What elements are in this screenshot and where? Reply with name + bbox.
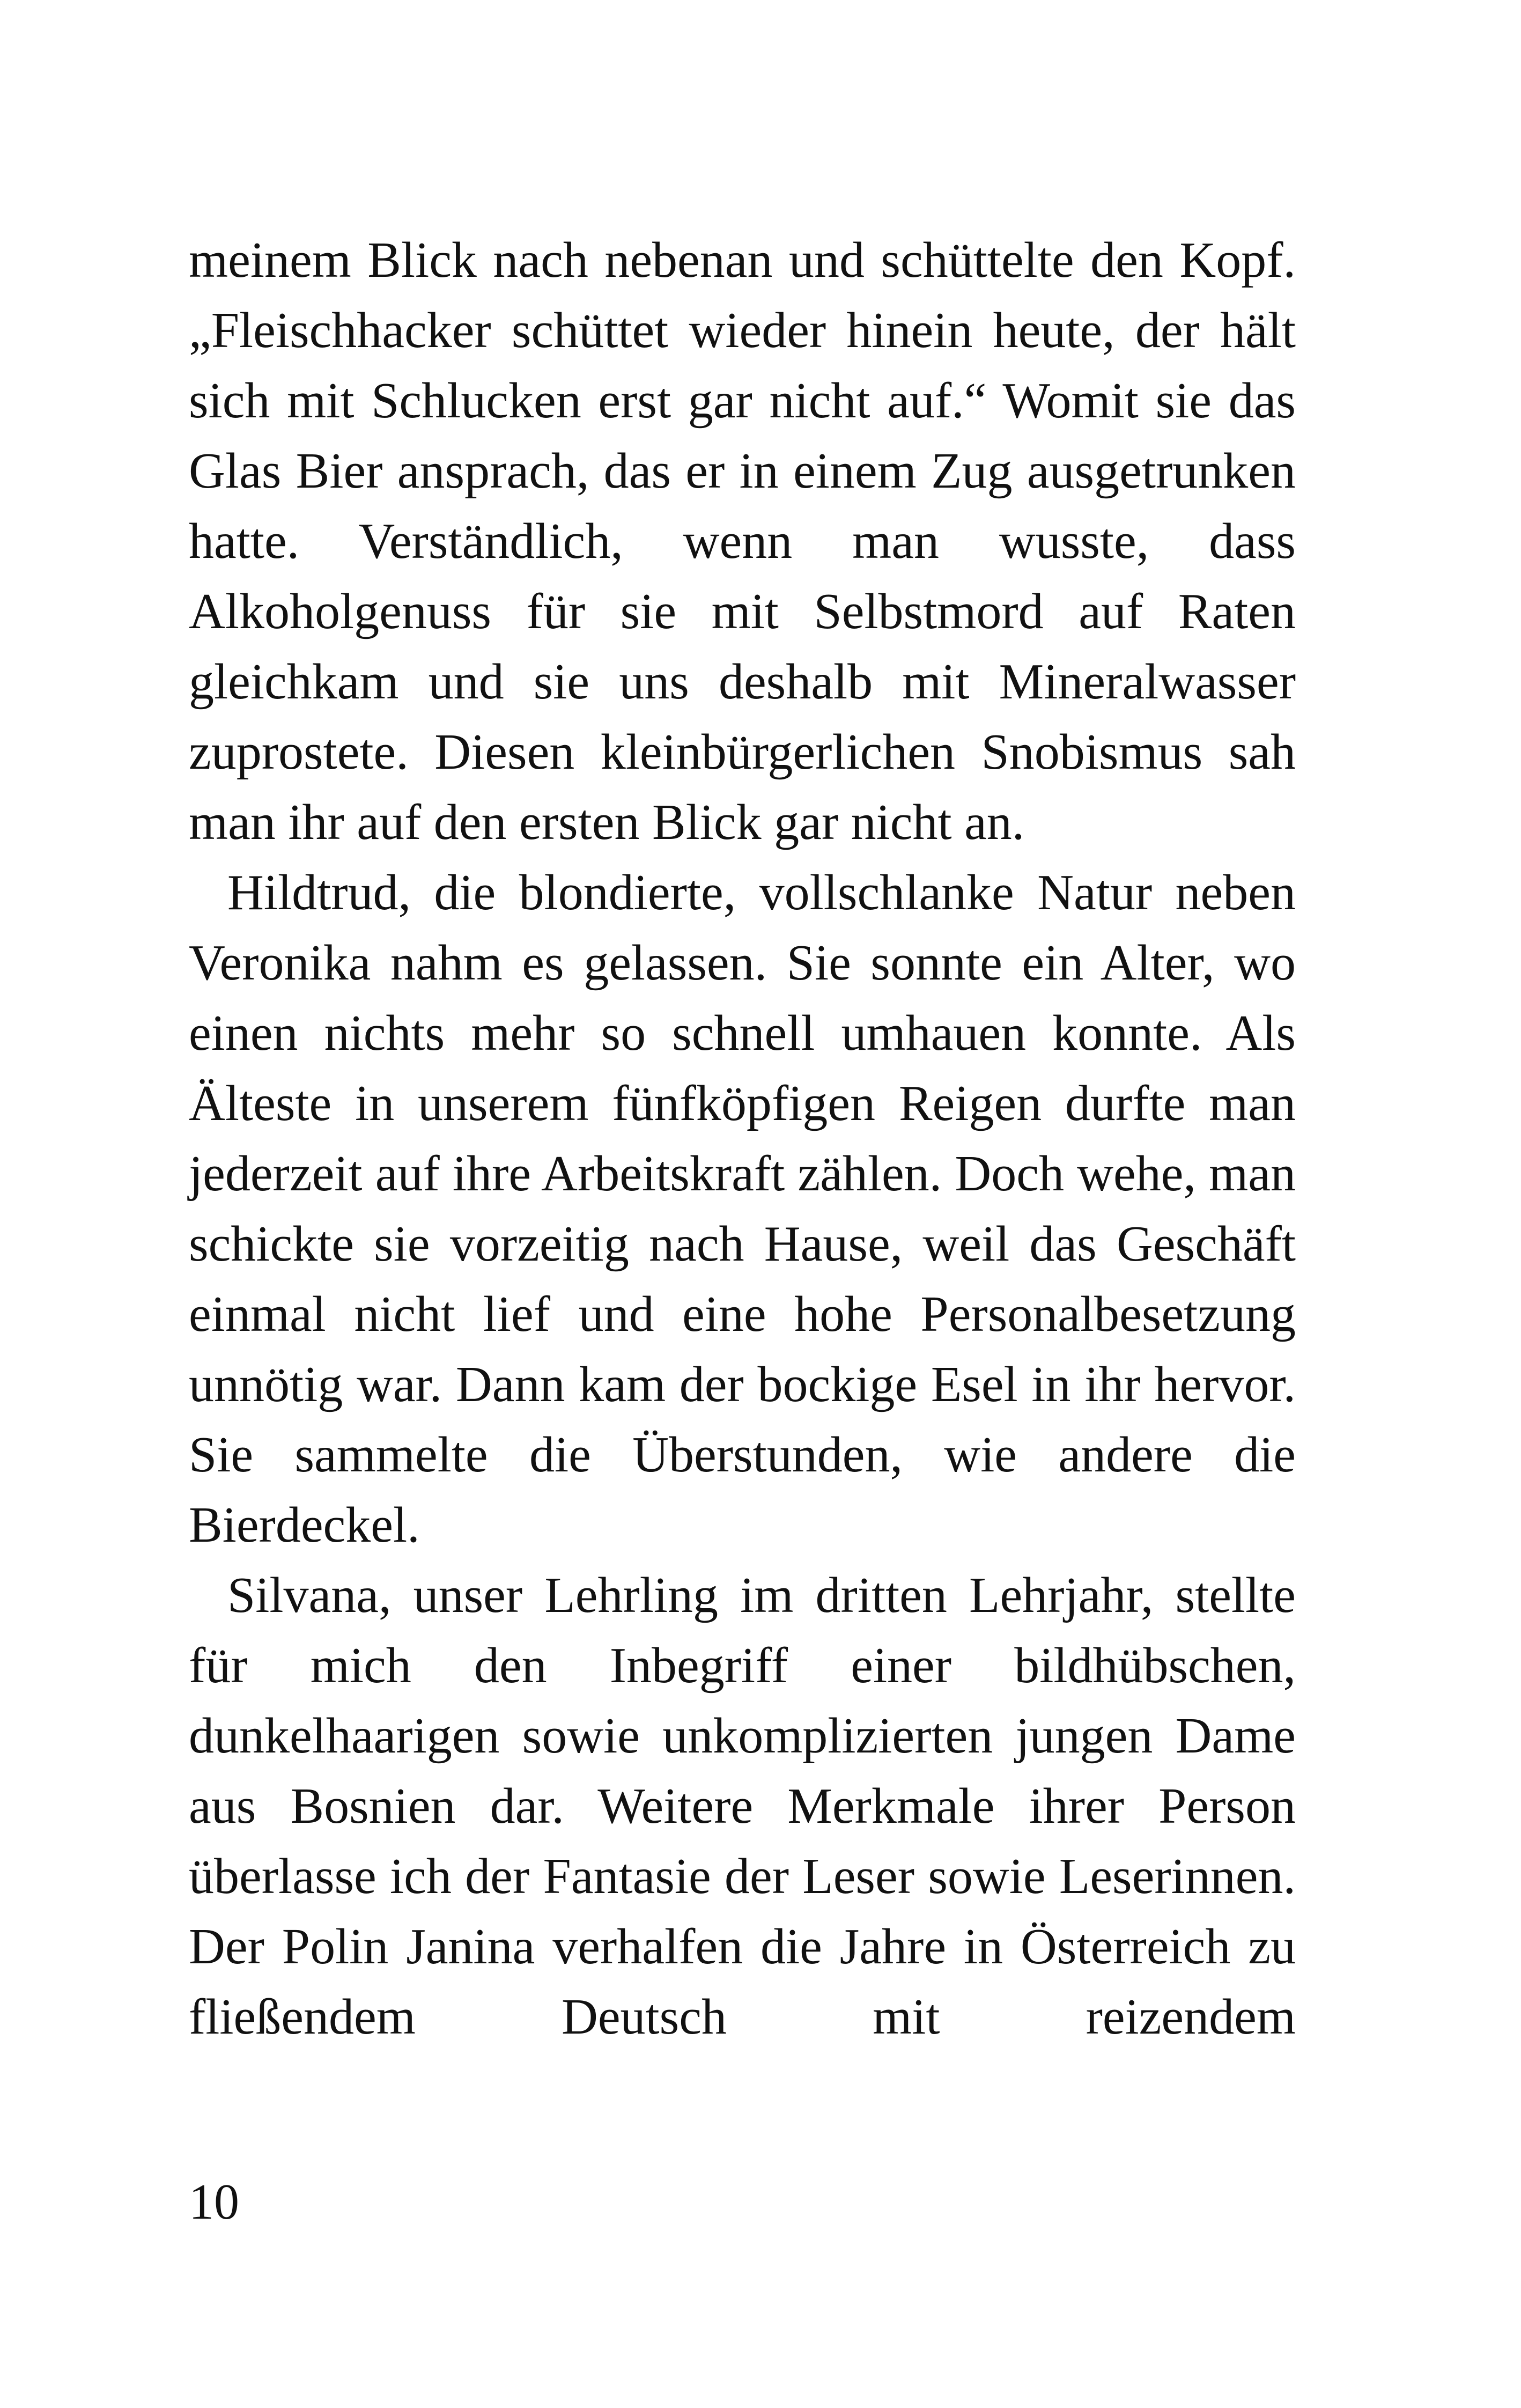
paragraph-hildtrud: Hildtrud, die blondierte, vollschlanke Natur neben Veronika nahm es gelassen. Sie sonnte ein Alter, wo einen nichts mehr so schnell umhauen konnte. Als Älteste in unserem fünfköpfigen Reigen durfte man jederzeit auf ihre Arbeitskraft zählen. Doch wehe, man schickte sie vorzeitig nach Hause, weil das Geschäft einmal nicht lief und eine hohe Personalbesetzung unnötig war. Dann kam der bockige Esel in ihr hervor. Sie sammelte die Überstunden, wie andere die Bierdeckel. xyxy=(189,865,1296,1553)
paragraph-silvana: Silvana, unser Lehrling im dritten Lehrjahr, stellte für mich den Inbegriff einer bildhübschen, dunkelhaarigen sowie unkomplizierten jungen Dame aus Bosnien dar. Weitere Merkmale ihrer Person überlasse ich der Fantasie der Leser sowie Leserinnen. Der Polin Janina verhalfen die Jahre in Österreich zu fließendem Deutsch mit reizendem xyxy=(189,1567,1296,2045)
body-text xyxy=(189,225,1296,2052)
page-number: 10 xyxy=(189,2174,239,2230)
paragraph-continued: meinem Blick nach nebenan und schüttelte den Kopf. „Fleischhacker schüttet wieder hinein heute, der hält sich mit Schlucken erst gar nicht auf.“ Womit sie das Glas Bier ansprach, das er in einem Zug ausgetrunken hatte. Verständlich, wenn man wusste, dass Alkoholgenuss für sie mit Selbstmord auf Raten gleichkam und sie uns deshalb mit Mineralwasser zuprostete. Diesen kleinbürgerlichen Snobismus sah man ihr auf den ersten Blick gar nicht an. xyxy=(189,232,1296,850)
